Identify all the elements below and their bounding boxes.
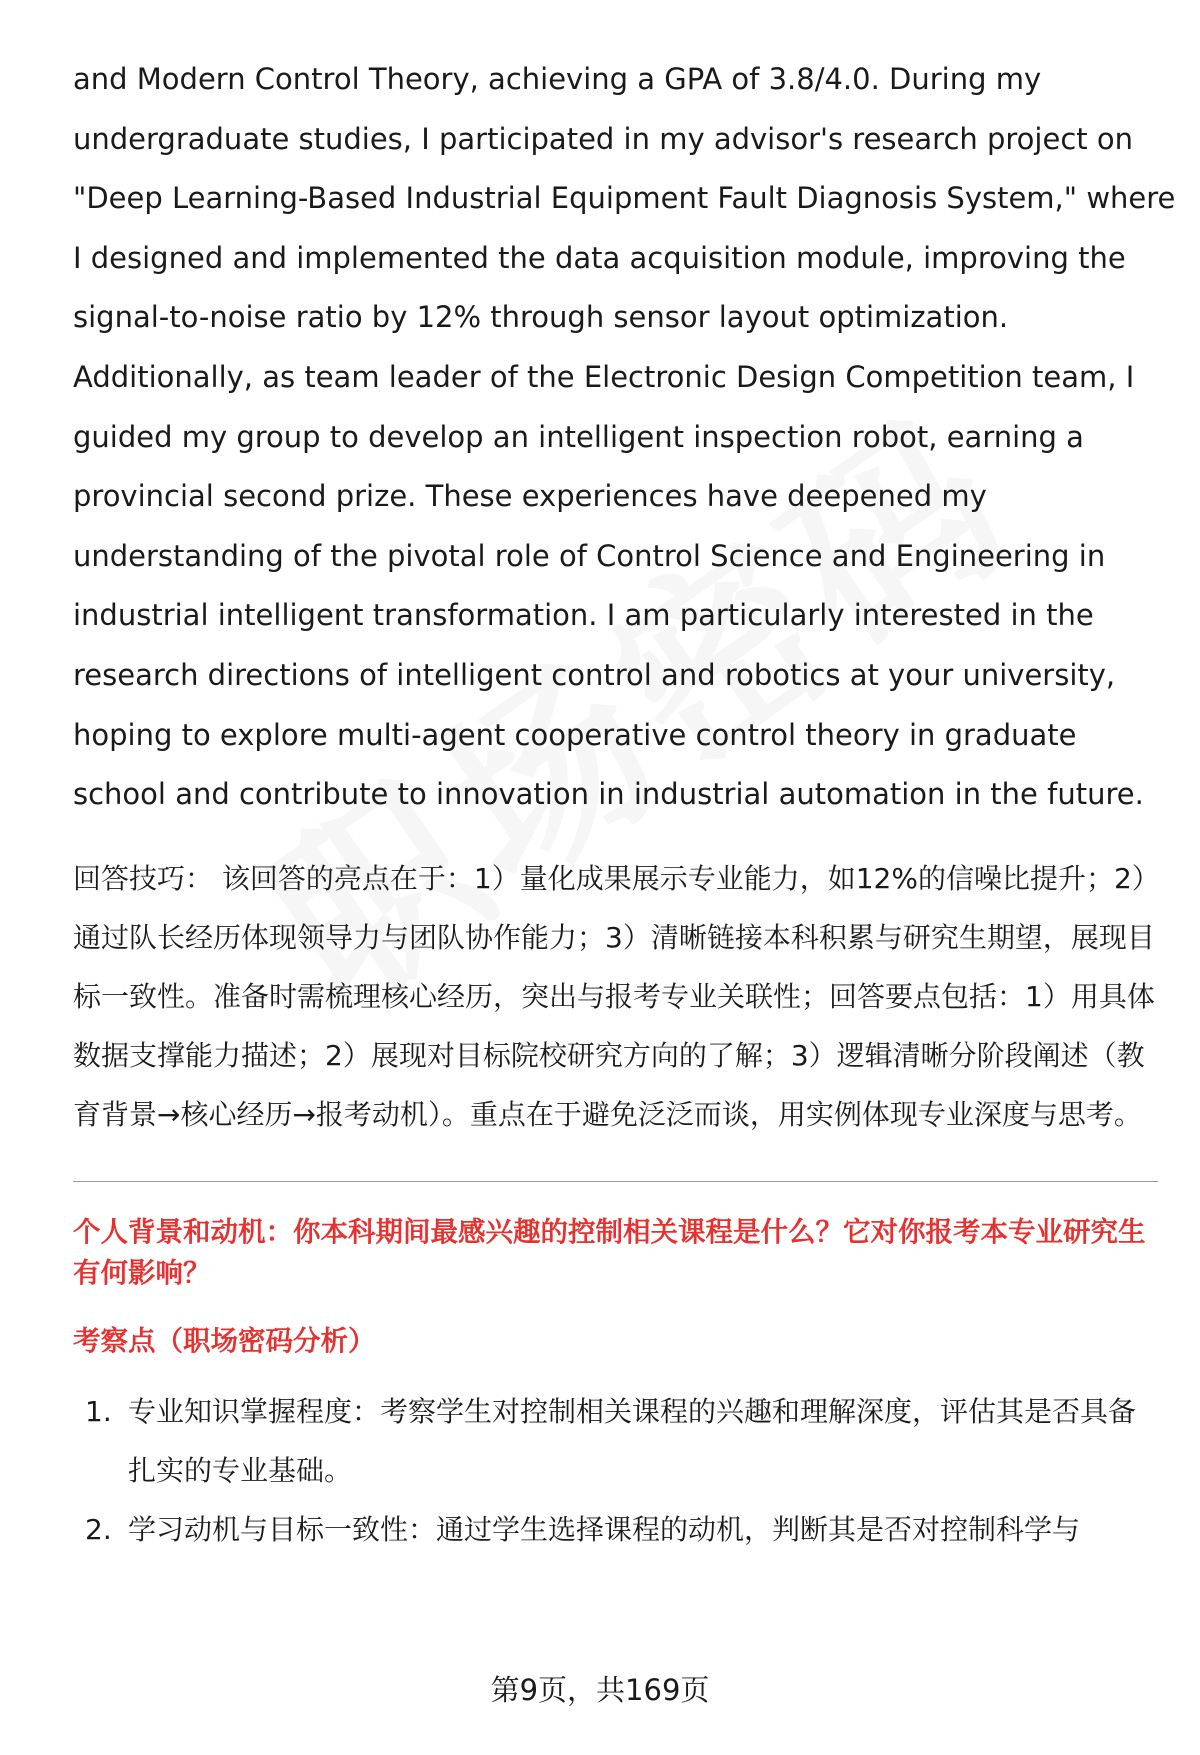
paragraph-line: I designed and implemented the data acquisition module, improving the — [73, 240, 1126, 275]
paragraph-line: industrial intelligent transformation. I am particularly interested in the — [73, 598, 1094, 633]
paragraph-line: "Deep Learning-Based Industrial Equipment Fault Diagnosis System," where — [73, 181, 1176, 216]
answer-tips — [73, 849, 1158, 1144]
tips-text: 该回答的亮点在于：1）量化成果展示专业能力，如12%的信噪比提升；2）通过队长经历体现领导力与团队协作能力；3）清晰链接本科积累与研究生期望，展现目标一致性。准备时需梳理核心经历，突出与报考专业关联性；回答要点包括：1）用具体数据支撑能力描述；2）展现对目标院校研究方向的了解；3）逻辑清晰分阶段阐述（教育背景→核心经历→报考动机）。重点在于避免泛泛而谈，用实例体现专业深度与思考。 — [73, 861, 1155, 1131]
list-item-text: 专业知识掌握程度：考察学生对控制相关课程的兴趣和理解深度，评估其是否具备扎实的专业基础。 — [128, 1394, 1137, 1487]
answer-paragraph — [73, 50, 1176, 825]
tips-label: 回答技巧： — [73, 861, 214, 895]
examination-points-heading: 考察点（职场密码分析） — [73, 1324, 376, 1357]
examination-points-list — [73, 1382, 1158, 1559]
list-item — [73, 1382, 1158, 1500]
paragraph-line: undergraduate studies, I participated in my advisor's research project on — [73, 121, 1133, 156]
page-content — [73, 50, 1176, 1587]
paragraph-line: guided my group to develop an intelligent inspection robot, earning a — [73, 419, 1084, 454]
paragraph-line: and Modern Control Theory, achieving a GPA of 3.8/4.0. During my — [73, 62, 1042, 96]
paragraph-line: understanding of the pivotal role of Control Science and Engineering in — [73, 538, 1106, 573]
list-item-text: 学习动机与目标一致性：通过学生选择课程的动机，判断其是否对控制科学与 — [128, 1512, 1081, 1546]
paragraph-line: provincial second prize. These experiences have deepened my — [73, 479, 987, 514]
question-heading: 个人背景和动机：你本科期间最感兴趣的控制相关课程是什么？它对你报考本专业研究生有何影响？ — [73, 1215, 1146, 1289]
section-divider — [73, 1181, 1158, 1182]
paragraph-line: signal-to-noise ratio by 12% through sensor layout optimization. — [73, 300, 1009, 335]
list-item — [73, 1500, 1158, 1559]
list-item-number: 2. — [85, 1512, 112, 1546]
paragraph-line: Additionally, as team leader of the Electronic Design Competition team, I — [73, 359, 1135, 394]
paragraph-line: hoping to explore multi-agent cooperative control theory in graduate — [73, 717, 1077, 752]
list-item-number: 1. — [85, 1394, 112, 1428]
page-number: 第9页，共169页 — [490, 1673, 710, 1707]
paragraph-line: school and contribute to innovation in industrial automation in the future. — [73, 777, 1144, 812]
paragraph-line: research directions of intelligent control and robotics at your university, — [73, 657, 1116, 692]
